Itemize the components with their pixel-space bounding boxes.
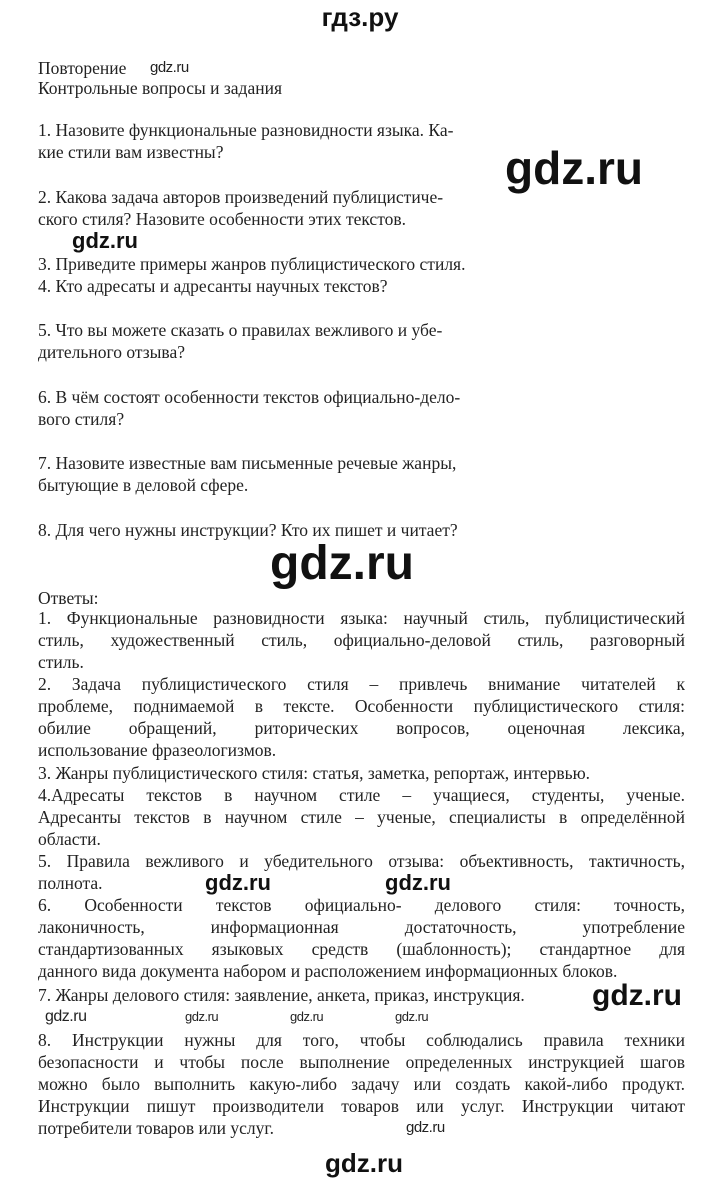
answer-line: проблеме, поднимаемой в тексте. Особенности публицистического стиля: [38,696,685,716]
answer-line: безопасности и чтобы после выполнение определенных инструкцией шагов [38,1052,685,1072]
watermark: gdz.ru [45,1008,87,1025]
answer-line: Инструкции пишут производители товаров или услуг. Инструкции читают [38,1096,685,1116]
watermark: gdz.ru [592,979,682,1012]
answer-line: 8. Инструкции нужны для того, чтобы соблюдались правила техники [38,1030,685,1050]
question-line: 6. В чём состоят особенности текстов официально-дело- [38,387,461,407]
answer-line: стиль. [38,652,84,672]
answer-line: 3. Жанры публицистического стиля: статья, заметка, репортаж, интервью. [38,763,591,783]
watermark: gdz.ru [270,537,414,590]
question-line: 2. Какова задача авторов произведений публицистиче- [38,187,444,207]
answers-title: Ответы: [38,588,99,608]
answer-line: лаконичность, информационная достаточность, употребление [38,917,685,937]
question-line: 4. Кто адресаты и адресанты научных текстов? [38,276,388,296]
question-line: кие стили вам известны? [38,142,224,162]
answer-line: потребители товаров или услуг. [38,1118,274,1138]
answer-line: обилие обращений, риторических вопросов, оценочная лексика, [38,718,685,738]
question-line: 8. Для чего нужны инструкции? Кто их пишет и читает? [38,520,458,540]
watermark: gdz.ru [185,1009,219,1024]
answer-line: полнота. [38,873,103,893]
answer-line: стандартизованных языковых средств (шаблонность); стандартное для [38,939,685,959]
question-line: 3. Приведите примеры жанров публицистического стиля. [38,254,466,274]
site-header: гдз.ру [321,2,399,32]
answer-line: Адресанты текстов в научном стиле – ученые, специалисты в определённой [38,807,685,827]
watermark: gdz.ru [150,59,189,76]
question-line: 7. Назовите известные вам письменные речевые жанры, [38,453,457,473]
watermark: gdz.ru [505,142,643,194]
watermark: gdz.ru [290,1009,324,1024]
answer-line: можно было выполнить какую-либо задачу или создать какой-либо продукт. [38,1074,685,1094]
watermark: gdz.ru [395,1009,429,1024]
answer-line: области. [38,829,101,849]
question-line: дительного отзыва? [38,342,185,362]
answer-line: 5. Правила вежливого и убедительного отзыва: объективность, тактичность, [38,851,685,871]
watermark: gdz.ru [205,870,271,895]
section-title: Повторение [38,58,127,78]
question-line: 5. Что вы можете сказать о правилах вежливого и убе- [38,320,443,340]
watermark: gdz.ru [72,228,138,253]
watermark: gdz.ru [406,1119,445,1136]
subtitle: Контрольные вопросы и задания [38,78,282,98]
watermark: gdz.ru [385,870,451,895]
question-line: ского стиля? Назовите особенности этих текстов. [38,209,407,229]
answer-line: использование фразеологизмов. [38,740,277,760]
watermark: gdz.ru [325,1148,403,1178]
answer-line: 4.Адресаты текстов в научном стиле – учащиеся, студенты, ученые. [38,785,685,805]
answer-line: 6. Особенности текстов официально- делового стиля: точность, [38,895,685,915]
answer-line: 1. Функциональные разновидности языка: научный стиль, публицистический [38,608,685,628]
answer-line: данного вида документа набором и расположением информационных блоков. [38,961,618,981]
question-line: вого стиля? [38,409,125,429]
question-line: 1. Назовите функциональные разновидности языка. Ка- [38,120,454,140]
answer-line: 2. Задача публицистического стиля – привлечь внимание читателей к [38,674,685,694]
question-line: бытующие в деловой сфере. [38,475,249,495]
answer-line: стиль, художественный стиль, официально-деловой стиль, разговорный [38,630,685,650]
answer-line: 7. Жанры делового стиля: заявление, анкета, приказ, инструкция. [38,985,525,1005]
